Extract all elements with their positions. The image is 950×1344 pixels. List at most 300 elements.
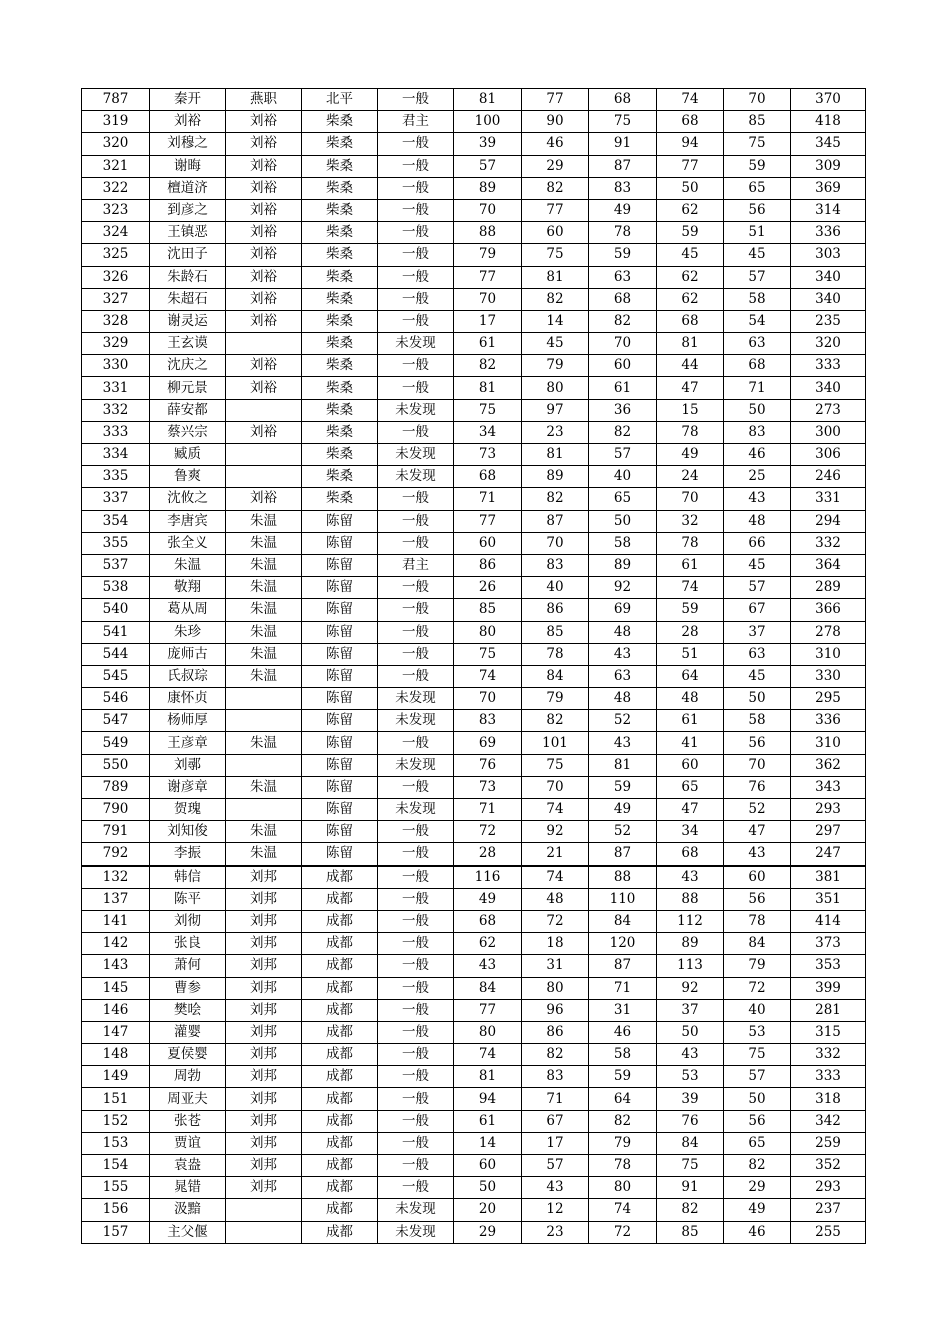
name-cell: 袁盎 <box>150 1155 226 1177</box>
stat2-cell: 92 <box>522 821 589 843</box>
name-cell: 臧质 <box>150 444 226 466</box>
stat5-cell: 45 <box>724 244 791 266</box>
stat1-cell: 86 <box>454 554 522 576</box>
city-cell: 柴桑 <box>302 355 378 377</box>
stat1-cell: 77 <box>454 510 522 532</box>
total-cell: 333 <box>791 1066 866 1088</box>
lord-cell: 刘邦 <box>226 1066 302 1088</box>
id-cell: 550 <box>82 754 150 776</box>
city-cell: 成都 <box>302 1132 378 1154</box>
name-cell: 朱珍 <box>150 621 226 643</box>
stat5-cell: 54 <box>724 310 791 332</box>
id-cell: 537 <box>82 554 150 576</box>
stat1-cell: 75 <box>454 399 522 421</box>
total-cell: 366 <box>791 599 866 621</box>
stat4-cell: 61 <box>657 710 724 732</box>
stat1-cell: 68 <box>454 466 522 488</box>
stat4-cell: 59 <box>657 222 724 244</box>
stat3-cell: 69 <box>589 599 657 621</box>
stat2-cell: 82 <box>522 488 589 510</box>
lord-cell: 刘邦 <box>226 1088 302 1110</box>
name-cell: 张苍 <box>150 1110 226 1132</box>
data-table <box>81 88 866 1244</box>
stat5-cell: 46 <box>724 1221 791 1243</box>
stat3-cell: 65 <box>589 488 657 510</box>
table-row <box>82 866 866 889</box>
stat4-cell: 112 <box>657 910 724 932</box>
id-cell: 323 <box>82 199 150 221</box>
table-row <box>82 377 866 399</box>
table-row <box>82 621 866 643</box>
stat4-cell: 59 <box>657 599 724 621</box>
stat4-cell: 32 <box>657 510 724 532</box>
id-cell: 141 <box>82 910 150 932</box>
status-cell: 一般 <box>378 1132 454 1154</box>
total-cell: 289 <box>791 577 866 599</box>
status-cell: 一般 <box>378 377 454 399</box>
table-row <box>82 1177 866 1199</box>
table-row <box>82 177 866 199</box>
id-cell: 787 <box>82 89 150 111</box>
stat2-cell: 23 <box>522 1221 589 1243</box>
total-cell: 336 <box>791 710 866 732</box>
city-cell: 柴桑 <box>302 199 378 221</box>
lord-cell <box>226 399 302 421</box>
lord-cell: 刘裕 <box>226 355 302 377</box>
id-cell: 792 <box>82 843 150 866</box>
name-cell: 晁错 <box>150 1177 226 1199</box>
stat2-cell: 71 <box>522 1088 589 1110</box>
stat1-cell: 34 <box>454 421 522 443</box>
stat3-cell: 68 <box>589 89 657 111</box>
stat3-cell: 87 <box>589 843 657 866</box>
name-cell: 康怀贞 <box>150 688 226 710</box>
name-cell: 沈攸之 <box>150 488 226 510</box>
name-cell: 刘穆之 <box>150 133 226 155</box>
city-cell: 陈留 <box>302 754 378 776</box>
stat1-cell: 72 <box>454 821 522 843</box>
total-cell: 255 <box>791 1221 866 1243</box>
stat5-cell: 67 <box>724 599 791 621</box>
stat1-cell: 49 <box>454 888 522 910</box>
id-cell: 333 <box>82 421 150 443</box>
total-cell: 381 <box>791 866 866 889</box>
stat2-cell: 82 <box>522 710 589 732</box>
status-cell: 一般 <box>378 599 454 621</box>
stat2-cell: 70 <box>522 776 589 798</box>
lord-cell: 朱温 <box>226 665 302 687</box>
table-row <box>82 444 866 466</box>
stat3-cell: 49 <box>589 799 657 821</box>
name-cell: 谢彦章 <box>150 776 226 798</box>
city-cell: 柴桑 <box>302 377 378 399</box>
stat5-cell: 79 <box>724 955 791 977</box>
id-cell: 332 <box>82 399 150 421</box>
stat1-cell: 70 <box>454 288 522 310</box>
id-cell: 156 <box>82 1199 150 1221</box>
status-cell: 未发现 <box>378 1199 454 1221</box>
total-cell: 309 <box>791 155 866 177</box>
name-cell: 敬翔 <box>150 577 226 599</box>
stat4-cell: 113 <box>657 955 724 977</box>
stat5-cell: 45 <box>724 665 791 687</box>
stat2-cell: 48 <box>522 888 589 910</box>
status-cell: 一般 <box>378 266 454 288</box>
city-cell: 柴桑 <box>302 488 378 510</box>
stat3-cell: 120 <box>589 933 657 955</box>
id-cell: 328 <box>82 310 150 332</box>
stat4-cell: 62 <box>657 266 724 288</box>
status-cell: 一般 <box>378 222 454 244</box>
id-cell: 147 <box>82 1021 150 1043</box>
id-cell: 321 <box>82 155 150 177</box>
lord-cell: 刘裕 <box>226 488 302 510</box>
stat5-cell: 52 <box>724 799 791 821</box>
stat5-cell: 71 <box>724 377 791 399</box>
stat1-cell: 85 <box>454 599 522 621</box>
stat4-cell: 68 <box>657 843 724 866</box>
id-cell: 149 <box>82 1066 150 1088</box>
total-cell: 294 <box>791 510 866 532</box>
name-cell: 谢晦 <box>150 155 226 177</box>
city-cell: 柴桑 <box>302 266 378 288</box>
stat3-cell: 89 <box>589 554 657 576</box>
status-cell: 君主 <box>378 111 454 133</box>
id-cell: 337 <box>82 488 150 510</box>
stat5-cell: 63 <box>724 643 791 665</box>
id-cell: 157 <box>82 1221 150 1243</box>
table-row <box>82 333 866 355</box>
stat1-cell: 60 <box>454 532 522 554</box>
stat4-cell: 64 <box>657 665 724 687</box>
stat5-cell: 25 <box>724 466 791 488</box>
lord-cell <box>226 333 302 355</box>
stat5-cell: 29 <box>724 1177 791 1199</box>
name-cell: 韩信 <box>150 866 226 889</box>
stat2-cell: 72 <box>522 910 589 932</box>
stat3-cell: 82 <box>589 421 657 443</box>
lord-cell: 刘裕 <box>226 177 302 199</box>
table-row <box>82 799 866 821</box>
table-row <box>82 532 866 554</box>
stat4-cell: 77 <box>657 155 724 177</box>
id-cell: 326 <box>82 266 150 288</box>
stat2-cell: 45 <box>522 333 589 355</box>
stat1-cell: 69 <box>454 732 522 754</box>
lord-cell: 朱温 <box>226 776 302 798</box>
table-row <box>82 510 866 532</box>
status-cell: 一般 <box>378 510 454 532</box>
lord-cell: 刘裕 <box>226 310 302 332</box>
stat1-cell: 29 <box>454 1221 522 1243</box>
stat1-cell: 88 <box>454 222 522 244</box>
stat2-cell: 80 <box>522 377 589 399</box>
total-cell: 320 <box>791 333 866 355</box>
stat5-cell: 56 <box>724 199 791 221</box>
total-cell: 418 <box>791 111 866 133</box>
stat2-cell: 86 <box>522 1021 589 1043</box>
status-cell: 一般 <box>378 421 454 443</box>
lord-cell: 刘裕 <box>226 222 302 244</box>
id-cell: 355 <box>82 532 150 554</box>
name-cell: 沈庆之 <box>150 355 226 377</box>
stat3-cell: 48 <box>589 621 657 643</box>
stat2-cell: 74 <box>522 866 589 889</box>
stat1-cell: 81 <box>454 89 522 111</box>
id-cell: 154 <box>82 1155 150 1177</box>
stat4-cell: 39 <box>657 1088 724 1110</box>
stat3-cell: 80 <box>589 1177 657 1199</box>
name-cell: 王玄谟 <box>150 333 226 355</box>
total-cell: 369 <box>791 177 866 199</box>
name-cell: 李唐宾 <box>150 510 226 532</box>
stat2-cell: 90 <box>522 111 589 133</box>
total-cell: 314 <box>791 199 866 221</box>
city-cell: 陈留 <box>302 554 378 576</box>
id-cell: 137 <box>82 888 150 910</box>
lord-cell: 刘邦 <box>226 977 302 999</box>
stat3-cell: 71 <box>589 977 657 999</box>
total-cell: 340 <box>791 288 866 310</box>
table-row <box>82 1155 866 1177</box>
stat1-cell: 50 <box>454 1177 522 1199</box>
lord-cell: 朱温 <box>226 599 302 621</box>
table-row <box>82 1221 866 1243</box>
total-cell: 295 <box>791 688 866 710</box>
city-cell: 陈留 <box>302 688 378 710</box>
name-cell: 朱超石 <box>150 288 226 310</box>
city-cell: 成都 <box>302 1221 378 1243</box>
id-cell: 791 <box>82 821 150 843</box>
lord-cell: 刘邦 <box>226 910 302 932</box>
stat1-cell: 14 <box>454 1132 522 1154</box>
table-row <box>82 222 866 244</box>
table-row <box>82 933 866 955</box>
lord-cell: 刘邦 <box>226 1155 302 1177</box>
city-cell: 陈留 <box>302 710 378 732</box>
name-cell: 刘裕 <box>150 111 226 133</box>
stat3-cell: 61 <box>589 377 657 399</box>
stat5-cell: 40 <box>724 999 791 1021</box>
total-cell: 364 <box>791 554 866 576</box>
stat3-cell: 82 <box>589 310 657 332</box>
table-row <box>82 754 866 776</box>
city-cell: 陈留 <box>302 577 378 599</box>
stat4-cell: 78 <box>657 421 724 443</box>
stat1-cell: 81 <box>454 1066 522 1088</box>
id-cell: 538 <box>82 577 150 599</box>
total-cell: 303 <box>791 244 866 266</box>
stat1-cell: 70 <box>454 688 522 710</box>
stat5-cell: 50 <box>724 1088 791 1110</box>
stat4-cell: 45 <box>657 244 724 266</box>
name-cell: 贾谊 <box>150 1132 226 1154</box>
stat3-cell: 79 <box>589 1132 657 1154</box>
lord-cell <box>226 466 302 488</box>
stat2-cell: 83 <box>522 1066 589 1088</box>
stat5-cell: 65 <box>724 177 791 199</box>
id-cell: 132 <box>82 866 150 889</box>
stat5-cell: 66 <box>724 532 791 554</box>
lord-cell: 刘邦 <box>226 1021 302 1043</box>
stat1-cell: 77 <box>454 999 522 1021</box>
total-cell: 278 <box>791 621 866 643</box>
status-cell: 一般 <box>378 355 454 377</box>
status-cell: 一般 <box>378 1177 454 1199</box>
id-cell: 790 <box>82 799 150 821</box>
total-cell: 340 <box>791 266 866 288</box>
name-cell: 到彦之 <box>150 199 226 221</box>
name-cell: 陈平 <box>150 888 226 910</box>
stat4-cell: 68 <box>657 111 724 133</box>
city-cell: 成都 <box>302 933 378 955</box>
table-row <box>82 1132 866 1154</box>
stat3-cell: 110 <box>589 888 657 910</box>
table-row <box>82 999 866 1021</box>
stat3-cell: 68 <box>589 288 657 310</box>
table-row <box>82 1088 866 1110</box>
stat3-cell: 59 <box>589 1066 657 1088</box>
stat1-cell: 61 <box>454 1110 522 1132</box>
name-cell: 谢灵运 <box>150 310 226 332</box>
stat2-cell: 12 <box>522 1199 589 1221</box>
status-cell: 未发现 <box>378 444 454 466</box>
stat2-cell: 77 <box>522 199 589 221</box>
stat2-cell: 78 <box>522 643 589 665</box>
id-cell: 545 <box>82 665 150 687</box>
status-cell: 一般 <box>378 155 454 177</box>
status-cell: 一般 <box>378 621 454 643</box>
lord-cell: 朱温 <box>226 577 302 599</box>
id-cell: 331 <box>82 377 150 399</box>
stat3-cell: 59 <box>589 776 657 798</box>
stat1-cell: 68 <box>454 910 522 932</box>
stat5-cell: 46 <box>724 444 791 466</box>
total-cell: 237 <box>791 1199 866 1221</box>
city-cell: 陈留 <box>302 799 378 821</box>
status-cell: 一般 <box>378 1110 454 1132</box>
city-cell: 成都 <box>302 955 378 977</box>
city-cell: 柴桑 <box>302 111 378 133</box>
stat3-cell: 81 <box>589 754 657 776</box>
status-cell: 未发现 <box>378 399 454 421</box>
stat2-cell: 85 <box>522 621 589 643</box>
id-cell: 329 <box>82 333 150 355</box>
status-cell: 一般 <box>378 1021 454 1043</box>
stat2-cell: 23 <box>522 421 589 443</box>
id-cell: 549 <box>82 732 150 754</box>
stat2-cell: 81 <box>522 444 589 466</box>
stat5-cell: 56 <box>724 888 791 910</box>
stat3-cell: 49 <box>589 199 657 221</box>
table-row <box>82 89 866 111</box>
stat3-cell: 57 <box>589 444 657 466</box>
id-cell: 320 <box>82 133 150 155</box>
stat2-cell: 70 <box>522 532 589 554</box>
status-cell: 一般 <box>378 732 454 754</box>
stat5-cell: 84 <box>724 933 791 955</box>
stat1-cell: 70 <box>454 199 522 221</box>
city-cell: 成都 <box>302 1021 378 1043</box>
stat1-cell: 89 <box>454 177 522 199</box>
stat4-cell: 43 <box>657 1044 724 1066</box>
city-cell: 柴桑 <box>302 466 378 488</box>
city-cell: 陈留 <box>302 643 378 665</box>
name-cell: 氏叔琮 <box>150 665 226 687</box>
stat1-cell: 79 <box>454 244 522 266</box>
stat5-cell: 45 <box>724 554 791 576</box>
total-cell: 343 <box>791 776 866 798</box>
stat4-cell: 94 <box>657 133 724 155</box>
id-cell: 152 <box>82 1110 150 1132</box>
table-row <box>82 288 866 310</box>
city-cell: 陈留 <box>302 510 378 532</box>
total-cell: 345 <box>791 133 866 155</box>
name-cell: 樊哙 <box>150 999 226 1021</box>
id-cell: 322 <box>82 177 150 199</box>
stat4-cell: 47 <box>657 377 724 399</box>
stat2-cell: 87 <box>522 510 589 532</box>
id-cell: 146 <box>82 999 150 1021</box>
table-row <box>82 488 866 510</box>
stat5-cell: 56 <box>724 1110 791 1132</box>
stat1-cell: 73 <box>454 776 522 798</box>
lord-cell: 刘裕 <box>226 288 302 310</box>
status-cell: 未发现 <box>378 333 454 355</box>
status-cell: 一般 <box>378 532 454 554</box>
city-cell: 成都 <box>302 888 378 910</box>
id-cell: 148 <box>82 1044 150 1066</box>
total-cell: 318 <box>791 1088 866 1110</box>
id-cell: 540 <box>82 599 150 621</box>
lord-cell <box>226 688 302 710</box>
status-cell: 未发现 <box>378 710 454 732</box>
stat1-cell: 82 <box>454 355 522 377</box>
table-row <box>82 244 866 266</box>
city-cell: 成都 <box>302 977 378 999</box>
lord-cell: 刘邦 <box>226 888 302 910</box>
stat3-cell: 52 <box>589 710 657 732</box>
stat5-cell: 57 <box>724 577 791 599</box>
id-cell: 544 <box>82 643 150 665</box>
stat1-cell: 116 <box>454 866 522 889</box>
id-cell: 145 <box>82 977 150 999</box>
stat4-cell: 43 <box>657 866 724 889</box>
stat3-cell: 59 <box>589 244 657 266</box>
stat5-cell: 43 <box>724 488 791 510</box>
stat1-cell: 83 <box>454 710 522 732</box>
lord-cell <box>226 444 302 466</box>
id-cell: 151 <box>82 1088 150 1110</box>
stat1-cell: 74 <box>454 665 522 687</box>
status-cell: 一般 <box>378 1066 454 1088</box>
table-row <box>82 776 866 798</box>
stat3-cell: 87 <box>589 155 657 177</box>
name-cell: 杨师厚 <box>150 710 226 732</box>
city-cell: 柴桑 <box>302 133 378 155</box>
stat2-cell: 97 <box>522 399 589 421</box>
stat2-cell: 21 <box>522 843 589 866</box>
total-cell: 336 <box>791 222 866 244</box>
table-row <box>82 710 866 732</box>
stat4-cell: 49 <box>657 444 724 466</box>
status-cell: 一般 <box>378 843 454 866</box>
status-cell: 未发现 <box>378 799 454 821</box>
stat3-cell: 92 <box>589 577 657 599</box>
table-row <box>82 843 866 866</box>
stat4-cell: 92 <box>657 977 724 999</box>
stat4-cell: 75 <box>657 1155 724 1177</box>
